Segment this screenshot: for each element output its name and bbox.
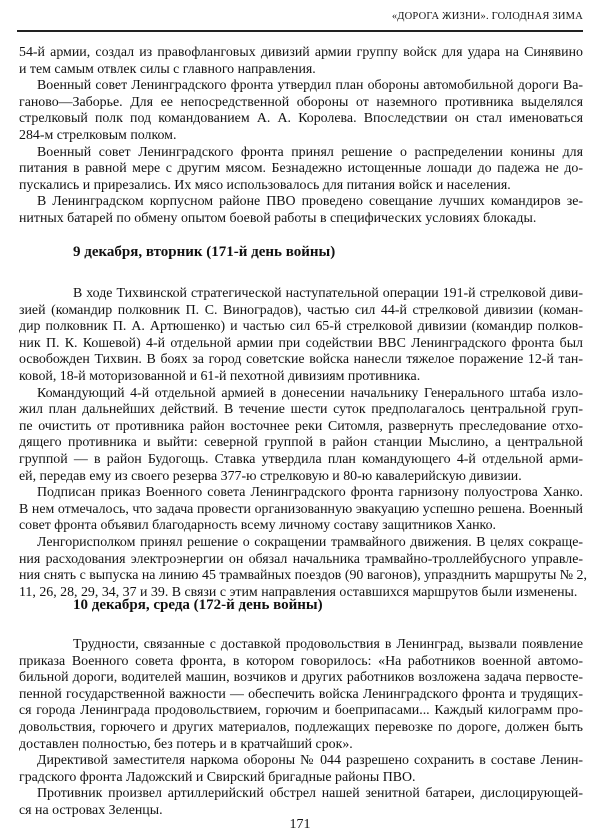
text-line: ния расходования электроэнергии он обязал начальника трамвайно-троллейбусного управле-: [19, 551, 583, 567]
text-line: довольствия, горючего и других материалов, подлежащих перевозке по дороге, должен быть: [19, 719, 583, 735]
text-line: бильной дороги, водителей машин, возчиков и других работников возложена задача первосте-: [19, 670, 583, 686]
section-text: [19, 637, 583, 820]
text-line: приказа Военного совета фронта, в котором говорилось: «На работников военной автомо-: [19, 653, 583, 669]
text-line: Подписан приказ Военного совета Ленинградского фронта гарнизону полуострова Ханко.: [37, 485, 583, 501]
running-head: «ДОРОГА ЖИЗНИ». ГОЛОДНАЯ ЗИМА: [391, 11, 583, 22]
text-line: ганово—Заборье. Для ее непосредственной обороны от наземного противника выделялся: [19, 94, 583, 110]
text-line: 54-й армии, создал из правофланговых дивизий армии группу войск для удара на Синявино: [19, 45, 583, 60]
text-line: пенной государственной важности — обеспечить войска Ленинградского фронта и трудящих-: [19, 686, 583, 702]
paragraph: [19, 194, 583, 227]
text-line: жил план дальнейших действий. В течение шести суток предполагалось центральной груп-: [19, 402, 583, 418]
text-line: зией (командир полковник П. С. Виноградов), частью сил 44-й стрелковой дивизии (коман-: [19, 302, 583, 318]
paragraph: [19, 786, 583, 819]
section-text: [19, 45, 583, 228]
text-line: ковой, 18-й моторизованной и 61-й пехотной дивизиям противника.: [19, 368, 421, 384]
text-line: группой — в район Будогощь. Ставка утвердила план командующего 4-й отдельной арми-: [19, 451, 583, 467]
text-line: В нем отмечалось, что задача провести организованную эвакуацию успешно решена. Военный: [19, 501, 583, 517]
text-line: пускались и прирезались. Их мясо использовалось для питания войск и населения.: [19, 177, 511, 193]
text-line: пе очистить от противника район восточнее реки Ситомля, развернуть преследование отхо-: [19, 418, 583, 434]
text-line: питания в равной мере с другим мясом. Безнадежно истощенные лошади до падежа не до-: [19, 161, 583, 177]
text-line: доставлен полностью, без потерь и в кратчайший срок».: [19, 736, 353, 752]
text-line: 11, 26, 28, 29, 34, 37 и 39. В связи с этим направления оставшихся маршрутов были изменены.: [19, 584, 578, 600]
paragraph: [19, 78, 583, 144]
text-line: дящего противника и выйти: северной группой в район станции Мыслино, а центральной: [19, 435, 583, 451]
text-line: освобожден Тихвин. В боях за город советские войска нанесли тяжелое поражение 12-й тан-: [19, 352, 583, 368]
text-line: Военный совет Ленинградского фронта утвердил план обороны автомобильной дороги Ва-: [37, 78, 583, 94]
text-line: ся на островах Зеленцы.: [19, 802, 163, 818]
date-heading: 9 декабря, вторник (171-й день войны): [73, 244, 336, 260]
text-line: 284-м стрелковым полком.: [19, 127, 177, 143]
paragraph: [19, 386, 583, 486]
text-line: стрелковый полк под командованием А. А. Королева. Впоследствии он стал именоваться: [19, 111, 583, 127]
text-line: градского фронта Ладожский и Свирский бригадные районы ПВО.: [19, 769, 416, 785]
paragraph: [19, 753, 583, 786]
text-line: ся города Ленинграда продовольствием, горючим и боеприпасами... Каждый килограмм про-: [19, 703, 583, 719]
text-line: и тем самым отвлек силы с главного направления.: [19, 61, 316, 77]
text-line: Командующий 4-й отдельной армией в донесении начальнику Генерального штаба изло-: [37, 385, 583, 401]
text-line: Директивой заместителя наркома обороны № 044 разрешено сохранить в составе Ленин-: [37, 753, 583, 769]
text-line: ник П. К. Кошевой) 4-й отдельной армии при содействии ВВС Ленинградского фронта был: [19, 335, 583, 351]
text-line: совет фронта объявил благодарность всему личному составу защитников Ханко.: [19, 518, 497, 534]
text-line: Военный совет Ленинградского фронта принял решение о распределении конины для: [37, 144, 583, 160]
header-rule: [17, 30, 583, 32]
text-line: нитных батарей по обмену опытом боевой работы в специфических условиях блокады.: [19, 210, 537, 226]
paragraph: [19, 534, 587, 601]
text-line: В Ленинградском корпусном районе ПВО проведено совещание лучших командиров зе-: [37, 194, 583, 210]
text-line: Противник произвел артиллерийский обстрел нашей зенитной батареи, дислоцирующей-: [37, 786, 583, 802]
text-line: В ходе Тихвинской стратегической наступательной операции 191-й стрелковой диви-: [73, 286, 583, 301]
paragraph: [19, 637, 583, 753]
text-line: Трудности, связанные с доставкой продовольствия в Ленинград, вызвали появление: [73, 637, 583, 652]
paragraph: [19, 485, 583, 535]
page-number: 171: [289, 817, 311, 832]
text-line: ей, передав ему из своего резерва 377-ю стрелковую и 80-ю кавалерийскую дивизии.: [19, 468, 522, 484]
paragraph: [19, 145, 583, 195]
section-text: [19, 286, 587, 601]
paragraph: [19, 286, 583, 386]
text-line: Ленгорисполком принял решение о сокращении трамвайного движения. В целях сокраще-: [37, 534, 583, 550]
text-line: ния снять с выпуска на линию 45 трамвайных поездов (90 вагонов), упразднить маршруты № 2,: [19, 568, 587, 584]
text-line: дир полковник П. А. Артюшенко) и частью сил 65-й стрелковой дивизии (командир полков-: [19, 319, 583, 335]
paragraph: [19, 45, 583, 78]
date-heading: 10 декабря, среда (172-й день войны): [73, 597, 323, 613]
